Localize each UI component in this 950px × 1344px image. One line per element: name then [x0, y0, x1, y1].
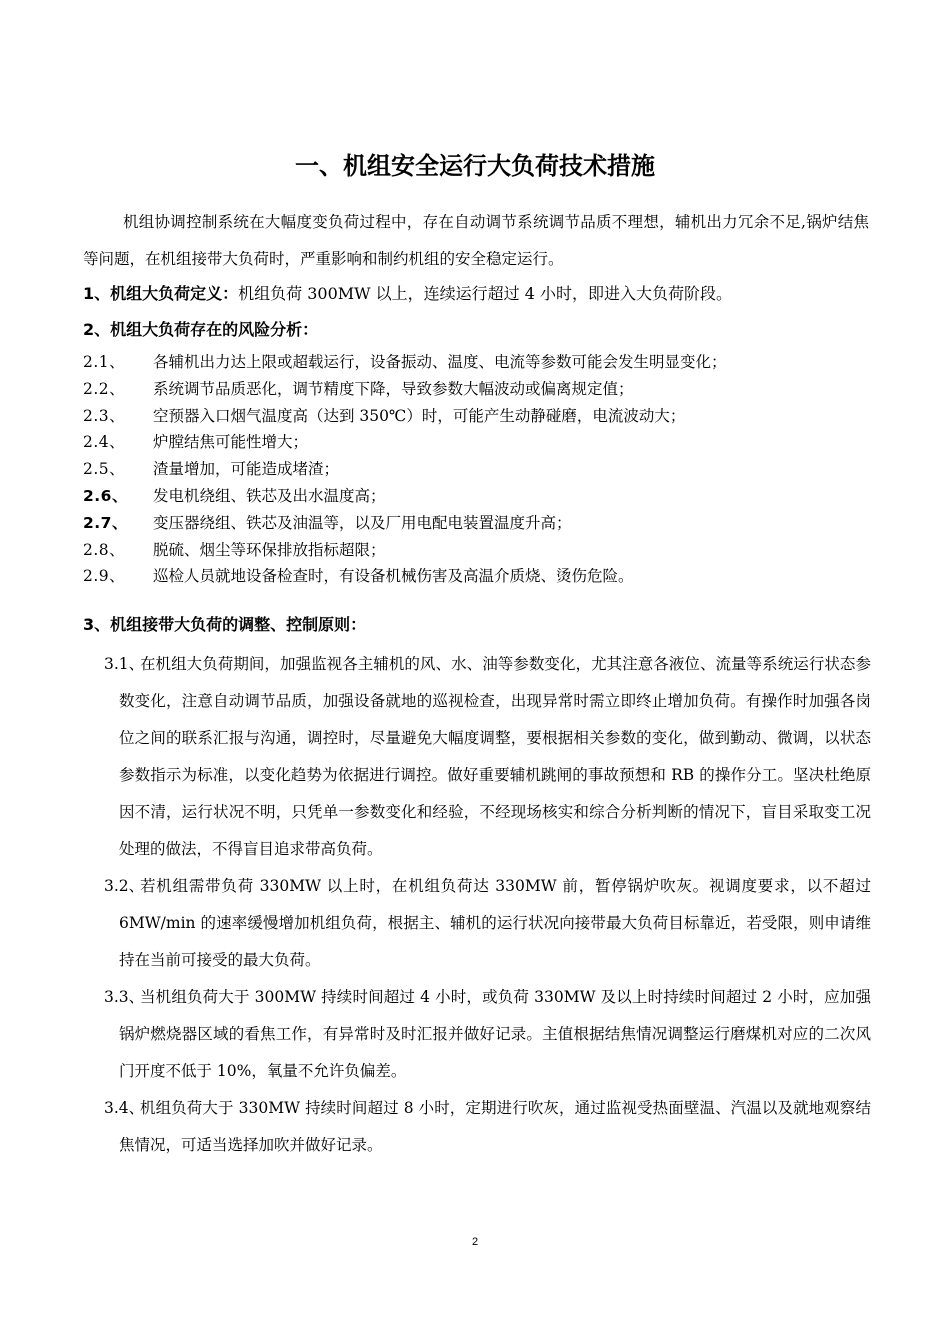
- item-text: 当机组负荷大于 300MW 持续时间超过 4 小时，或负荷 330MW 及以上时持续时间超过 2 小时，应加强锅炉燃烧器区域的看焦工作，有异常时及时汇报并做好记录。主值根据结焦情况调整运行磨煤机对应的二次风门开度不低于 10%，氧量不允许负偏差。: [119, 988, 871, 1080]
- list-item: [83, 483, 883, 510]
- risk-list: [83, 349, 883, 590]
- item-text: 巡检人员就地设备检查时，有设备机械伤害及高温介质烧、烫伤危险。: [153, 567, 634, 586]
- list-item: [83, 979, 871, 1090]
- item-number: 3.4、: [104, 1099, 145, 1117]
- section-2: [83, 317, 318, 343]
- list-item: [83, 646, 871, 868]
- item-number: 2.8、: [83, 540, 126, 559]
- item-text: 发电机绕组、铁芯及出水温度高；: [153, 486, 386, 505]
- section-1-text: 机组负荷 300MW 以上，连续运行超过 4 小时，即进入大负荷阶段。: [238, 284, 733, 303]
- item-text: 在机组大负荷期间，加强监视各主辅机的风、水、油等参数变化，尤其注意各液位、流量等系统运行状态参数变化，注意自动调节品质，加强设备就地的巡视检查，出现异常时需立即终止增加负荷。有操作时加强各岗位之间的联系汇报与沟通，调控时，尽量避免大幅度调整，要根据相关参数的变化，做到勤动、微调，以状态参数指示为标准，以变化趋势为依据进行调控。做好重要辅机跳闸的事故预想和 RB 的操作分工。坚决杜绝原因不清，运行状况不明，只凭单一参数变化和经验，不经现场核实和综合分析判断的情况下，盲目采取变工况处理的做法，不得盲目追求带高负荷。: [119, 655, 871, 858]
- list-item: [83, 510, 883, 537]
- list-item: [83, 456, 883, 483]
- document-title: 一、机组安全运行大负荷技术措施: [295, 152, 655, 180]
- item-text: 系统调节品质恶化，调节精度下降，导致参数大幅波动或偏离规定值；: [153, 379, 634, 398]
- item-text: 若机组需带负荷 330MW 以上时，在机组负荷达 330MW 前，暂停锅炉吹灰。视调度要求，以不超过 6MW/min 的速率缓慢增加机组负荷，根据主、辅机的运行状况向接带最大负荷目标靠近，若受限，则申请维持在当前可接受的最大负荷。: [119, 877, 871, 969]
- list-item: [83, 429, 883, 456]
- item-number: 2.2、: [83, 379, 126, 398]
- section-1-heading: 1、机组大负荷定义：: [83, 284, 239, 303]
- item-text: 炉膛结焦可能性增大；: [153, 433, 309, 452]
- section-3: [83, 612, 366, 638]
- principle-list: [83, 646, 871, 1164]
- list-item: [83, 376, 883, 403]
- item-text: 脱硫、烟尘等环保排放指标超限；: [153, 540, 386, 559]
- intro-paragraph: 机组协调控制系统在大幅度变负荷过程中，存在自动调节系统调节品质不理想，辅机出力冗余不足,锅炉结焦等问题，在机组接带大负荷时，严重影响和制约机组的安全稳定运行。: [83, 213, 869, 268]
- list-item: [83, 563, 883, 590]
- section-2-heading: 2、机组大负荷存在的风险分析：: [83, 320, 319, 339]
- list-item: [83, 868, 871, 979]
- item-number: 3.2、: [104, 877, 145, 895]
- list-item: [83, 349, 883, 376]
- item-number: 2.5、: [83, 460, 126, 479]
- item-number: 2.6、: [83, 486, 128, 505]
- item-text: 变压器绕组、铁芯及油温等，以及厂用电配电装置温度升高；: [153, 513, 572, 532]
- item-text: 各辅机出力达上限或超载运行，设备振动、温度、电流等参数可能会发生明显变化；: [153, 353, 727, 371]
- list-item: [83, 1090, 871, 1164]
- section-1: [83, 281, 732, 307]
- item-text: 渣量增加，可能造成堵渣；: [153, 460, 340, 479]
- item-number: 3.1、: [104, 655, 145, 673]
- item-number: 2.7、: [83, 513, 128, 532]
- list-item: [83, 537, 883, 564]
- item-text: 空预器入口烟气温度高（达到 350℃）时，可能产生动静碰磨，电流波动大；: [153, 406, 686, 425]
- page-number: 2: [471, 1236, 479, 1248]
- item-number: 2.9、: [83, 567, 126, 586]
- item-text: 机组负荷大于 330MW 持续时间超过 8 小时，定期进行吹灰，通过监视受热面壁温、汽温以及就地观察结焦情况，可适当选择加吹并做好记录。: [119, 1099, 871, 1154]
- section-3-heading: 3、机组接带大负荷的调整、控制原则：: [83, 615, 367, 634]
- item-number: 2.3、: [83, 406, 126, 425]
- list-item: [83, 403, 883, 430]
- item-number: 2.1、: [83, 353, 126, 371]
- item-number: 2.4、: [83, 433, 126, 452]
- item-number: 3.3、: [104, 988, 145, 1006]
